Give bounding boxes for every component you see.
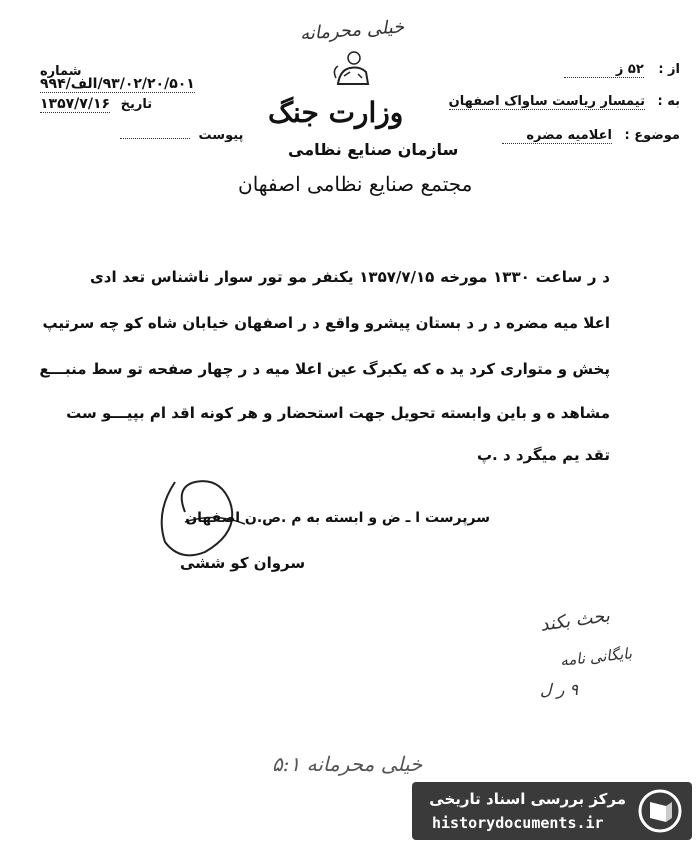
body-line-1: د ر ساعت ۱۳۳۰ مورخه ۱۳۵۷/۷/۱۵ یکنفر مو تور سوار ناشناس تعد ادی xyxy=(90,268,611,286)
watermark-url: historydocuments.ir xyxy=(432,814,604,832)
from-row xyxy=(564,62,680,78)
watermark-banner xyxy=(412,782,692,840)
body-line-5: تقد یم میگرد د .پ xyxy=(476,446,610,464)
subject-label: موضوع : xyxy=(624,128,680,143)
subject-row xyxy=(502,128,680,144)
from-label: از : xyxy=(658,62,680,77)
ministry-title: وزارت جنگ xyxy=(268,96,404,129)
body-line-2: اعلا میه مضره د ر د بستان پیشرو واقع د ر اصفهان خیابان شاه کو چه سرتیپ xyxy=(42,314,610,332)
letter-date-row xyxy=(40,96,152,113)
handwritten-note-2: بایگانی نامه xyxy=(559,644,633,670)
body-line-4: مشاهد ه و باین وابسته تحویل جهت استحضار و هر کونه اقد ام بپیـــو ست xyxy=(66,404,610,422)
signature-title: سرپرست ا ـ ض و ابسته به م .ص.ن اصفهان xyxy=(185,510,490,526)
lion-and-sun-emblem xyxy=(330,48,374,92)
watermark-title: مرکز بررسی اسناد تاریخی xyxy=(429,790,626,808)
organization-title: سازمان صنایع نظامی xyxy=(288,140,459,159)
signature-name: سروان کو ششی xyxy=(180,554,306,572)
letter-date-label: تاریخ xyxy=(120,97,153,112)
to-label: به : xyxy=(657,94,680,109)
handwritten-note-1: بحث بکند xyxy=(538,605,611,636)
subject-value: اعلامیه مضره xyxy=(502,128,612,144)
archive-logo-icon xyxy=(636,788,684,834)
handwritten-note-3: ۹ ر ل xyxy=(540,680,579,699)
handwritten-classification-bottom: خیلی محرمانه ۵:۱ xyxy=(272,752,423,776)
handwritten-classification-top: خیلی محرمانه xyxy=(299,16,405,45)
body-line-3: پخش و متواری کرد ید ه که یکبرگ عین اعلا میه د ر چهار صفحه تو سط منبـــع xyxy=(39,360,610,378)
letter-number-value-row xyxy=(40,76,195,93)
letter-number-value: ۹۳/۰۲/۲۰/۵۰۱/الف/۹۹۴ xyxy=(40,76,195,92)
attachment-row xyxy=(120,128,243,143)
from-value: ۵۲ ز xyxy=(564,62,644,78)
attachment-value-line xyxy=(120,138,190,139)
to-value: تیمسار ریاست ساواک اصفهان xyxy=(448,94,645,109)
to-row xyxy=(449,94,680,110)
letter-number-label: شماره xyxy=(40,64,82,79)
letter-date-value: ۱۳۵۷/۷/۱۶ xyxy=(40,96,111,112)
attachment-label: پیوست xyxy=(198,128,244,143)
complex-title: مجتمع صنایع نظامی اصفهان xyxy=(238,172,473,196)
